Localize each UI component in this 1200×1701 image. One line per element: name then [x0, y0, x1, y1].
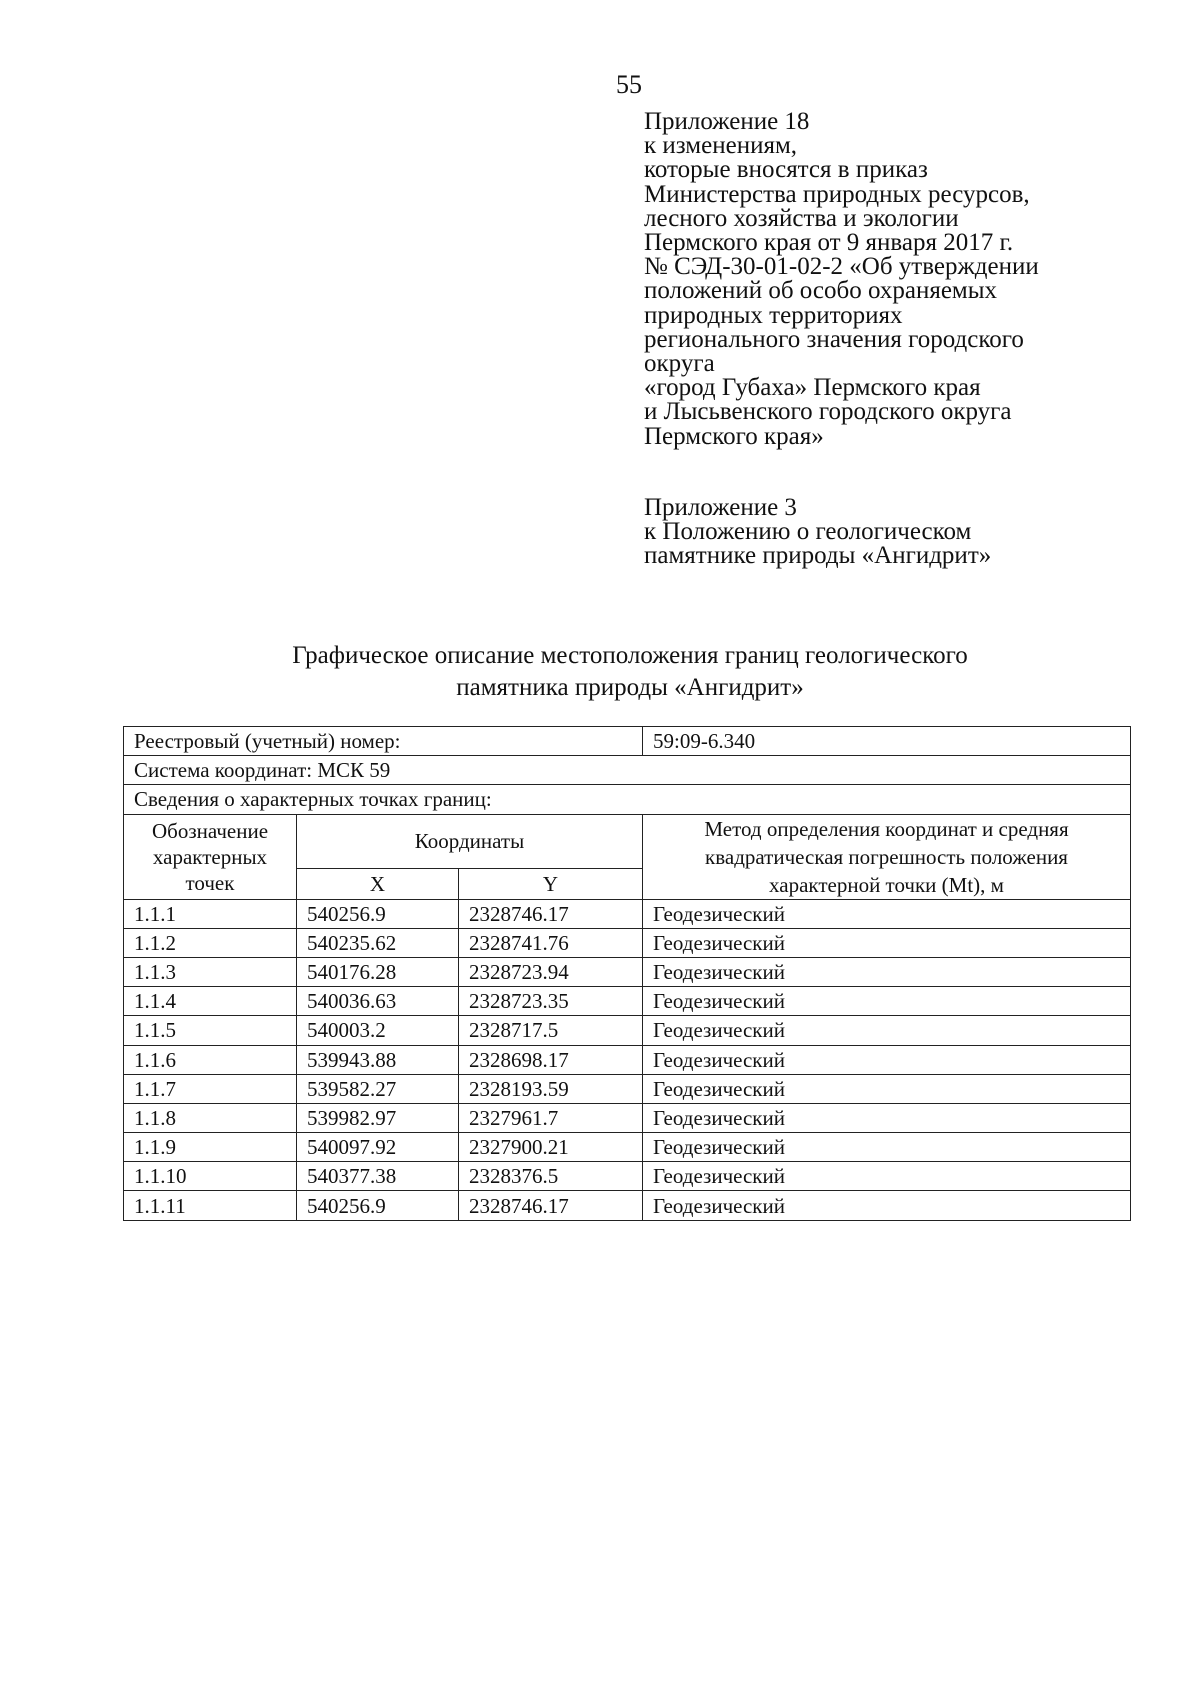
point-id-cell: 1.1.8 [124, 1103, 297, 1132]
appendix-main-line: к изменениям, [644, 132, 798, 160]
x-coordinate-cell: 540097.92 [297, 1133, 459, 1162]
point-id-cell: 1.1.5 [124, 1016, 297, 1045]
method-cell: Геодезический [643, 1045, 1131, 1074]
table-row [124, 899, 1131, 928]
method-cell: Геодезический [643, 1016, 1131, 1045]
page-number: 55 [616, 70, 642, 99]
points-info-row [124, 785, 1131, 814]
point-id-cell: 1.1.9 [124, 1133, 297, 1162]
header-x: X [297, 868, 459, 899]
x-coordinate-cell: 540003.2 [297, 1016, 459, 1045]
x-coordinate-cell: 540377.38 [297, 1162, 459, 1191]
point-id-cell: 1.1.11 [124, 1191, 297, 1220]
appendix-sub-line: Приложение 3 [644, 494, 797, 521]
method-cell: Геодезический [643, 1162, 1131, 1191]
y-coordinate-cell: 2328376.5 [459, 1162, 643, 1191]
y-coordinate-cell: 2327961.7 [459, 1103, 643, 1132]
appendix-main-line: Пермского края» [644, 422, 824, 450]
table-row [124, 1133, 1131, 1162]
method-cell: Геодезический [643, 1191, 1131, 1220]
registry-value: 59:09-6.340 [643, 727, 1131, 756]
registry-label: Реестровый (учетный) номер: [124, 727, 643, 756]
method-cell: Геодезический [643, 899, 1131, 928]
x-coordinate-cell: 540176.28 [297, 957, 459, 986]
appendix-main-line: природных территориях [644, 301, 903, 329]
point-id-cell: 1.1.4 [124, 987, 297, 1016]
appendix-main-line: Пермского края от 9 января 2017 г. [644, 229, 1014, 257]
appendix-main-line: Министерства природных ресурсов, [644, 180, 1030, 208]
appendix-main-line: «город Губаха» Пермского края [644, 374, 981, 402]
appendix-sub-line: памятнике природы «Ангидрит» [644, 542, 992, 570]
point-id-cell: 1.1.3 [124, 957, 297, 986]
appendix-main-line: положений об особо охраняемых [644, 277, 998, 305]
header-y: Y [459, 868, 643, 899]
table-row [124, 1074, 1131, 1103]
table-row [124, 1162, 1131, 1191]
point-id-cell: 1.1.7 [124, 1074, 297, 1103]
y-coordinate-cell: 2328193.59 [459, 1074, 643, 1103]
y-coordinate-cell: 2328723.94 [459, 957, 643, 986]
table-row [124, 1045, 1131, 1074]
header-coordinates: Координаты [297, 814, 643, 868]
coordinates-table [123, 726, 1131, 1221]
header-row [124, 814, 1131, 868]
method-cell: Геодезический [643, 1074, 1131, 1103]
appendix-sub-line: к Положению о геологическом [644, 518, 972, 546]
method-cell: Геодезический [643, 928, 1131, 957]
y-coordinate-cell: 2328723.35 [459, 987, 643, 1016]
method-cell: Геодезический [643, 957, 1131, 986]
point-id-cell: 1.1.6 [124, 1045, 297, 1074]
appendix-main-line: и Лысьвенского городского округа [644, 398, 1012, 426]
point-id-cell: 1.1.1 [124, 899, 297, 928]
document-title-line-1: Графическое описание местоположения границ геологического [292, 642, 968, 669]
appendix-main-line: Приложение 18 [644, 108, 810, 135]
points-info: Сведения о характерных точках границ: [124, 785, 1131, 814]
appendix-main-line: округа [644, 350, 715, 378]
appendix-main-line: лесного хозяйства и экологии [644, 204, 959, 232]
document-title [200, 640, 1060, 704]
x-coordinate-cell: 540036.63 [297, 987, 459, 1016]
x-coordinate-cell: 540256.9 [297, 899, 459, 928]
header-method: Метод определения координат и средняя квадратическая погрешность положения характерной точки (Mt), м [643, 814, 1131, 899]
method-cell: Геодезический [643, 987, 1131, 1016]
method-cell: Геодезический [643, 1103, 1131, 1132]
table-row [124, 1191, 1131, 1220]
coord-system-row [124, 756, 1131, 785]
x-coordinate-cell: 540235.62 [297, 928, 459, 957]
point-id-cell: 1.1.10 [124, 1162, 297, 1191]
method-cell: Геодезический [643, 1133, 1131, 1162]
y-coordinate-cell: 2328746.17 [459, 1191, 643, 1220]
y-coordinate-cell: 2327900.21 [459, 1133, 643, 1162]
appendix-main-line: № СЭД-30-01-02-2 «Об утверждении [644, 253, 1039, 281]
x-coordinate-cell: 539982.97 [297, 1103, 459, 1132]
y-coordinate-cell: 2328698.17 [459, 1045, 643, 1074]
table-row [124, 1103, 1131, 1132]
y-coordinate-cell: 2328741.76 [459, 928, 643, 957]
header-point: Обозначение характерных точек [124, 814, 297, 899]
point-id-cell: 1.1.2 [124, 928, 297, 957]
appendix-main-line: которые вносятся в приказ [644, 156, 928, 184]
registry-row [124, 727, 1131, 756]
x-coordinate-cell: 539943.88 [297, 1045, 459, 1074]
table-row [124, 928, 1131, 957]
y-coordinate-cell: 2328717.5 [459, 1016, 643, 1045]
x-coordinate-cell: 540256.9 [297, 1191, 459, 1220]
table-row [124, 1016, 1131, 1045]
coord-system: Система координат: МСК 59 [124, 756, 1131, 785]
appendix-main-header [644, 110, 1164, 449]
appendix-sub-header [644, 496, 1164, 569]
appendix-main-line: регионального значения городского [644, 325, 1024, 353]
document-title-line-2: памятника природы «Ангидрит» [456, 674, 804, 701]
y-coordinate-cell: 2328746.17 [459, 899, 643, 928]
table-row [124, 987, 1131, 1016]
x-coordinate-cell: 539582.27 [297, 1074, 459, 1103]
table-row [124, 957, 1131, 986]
